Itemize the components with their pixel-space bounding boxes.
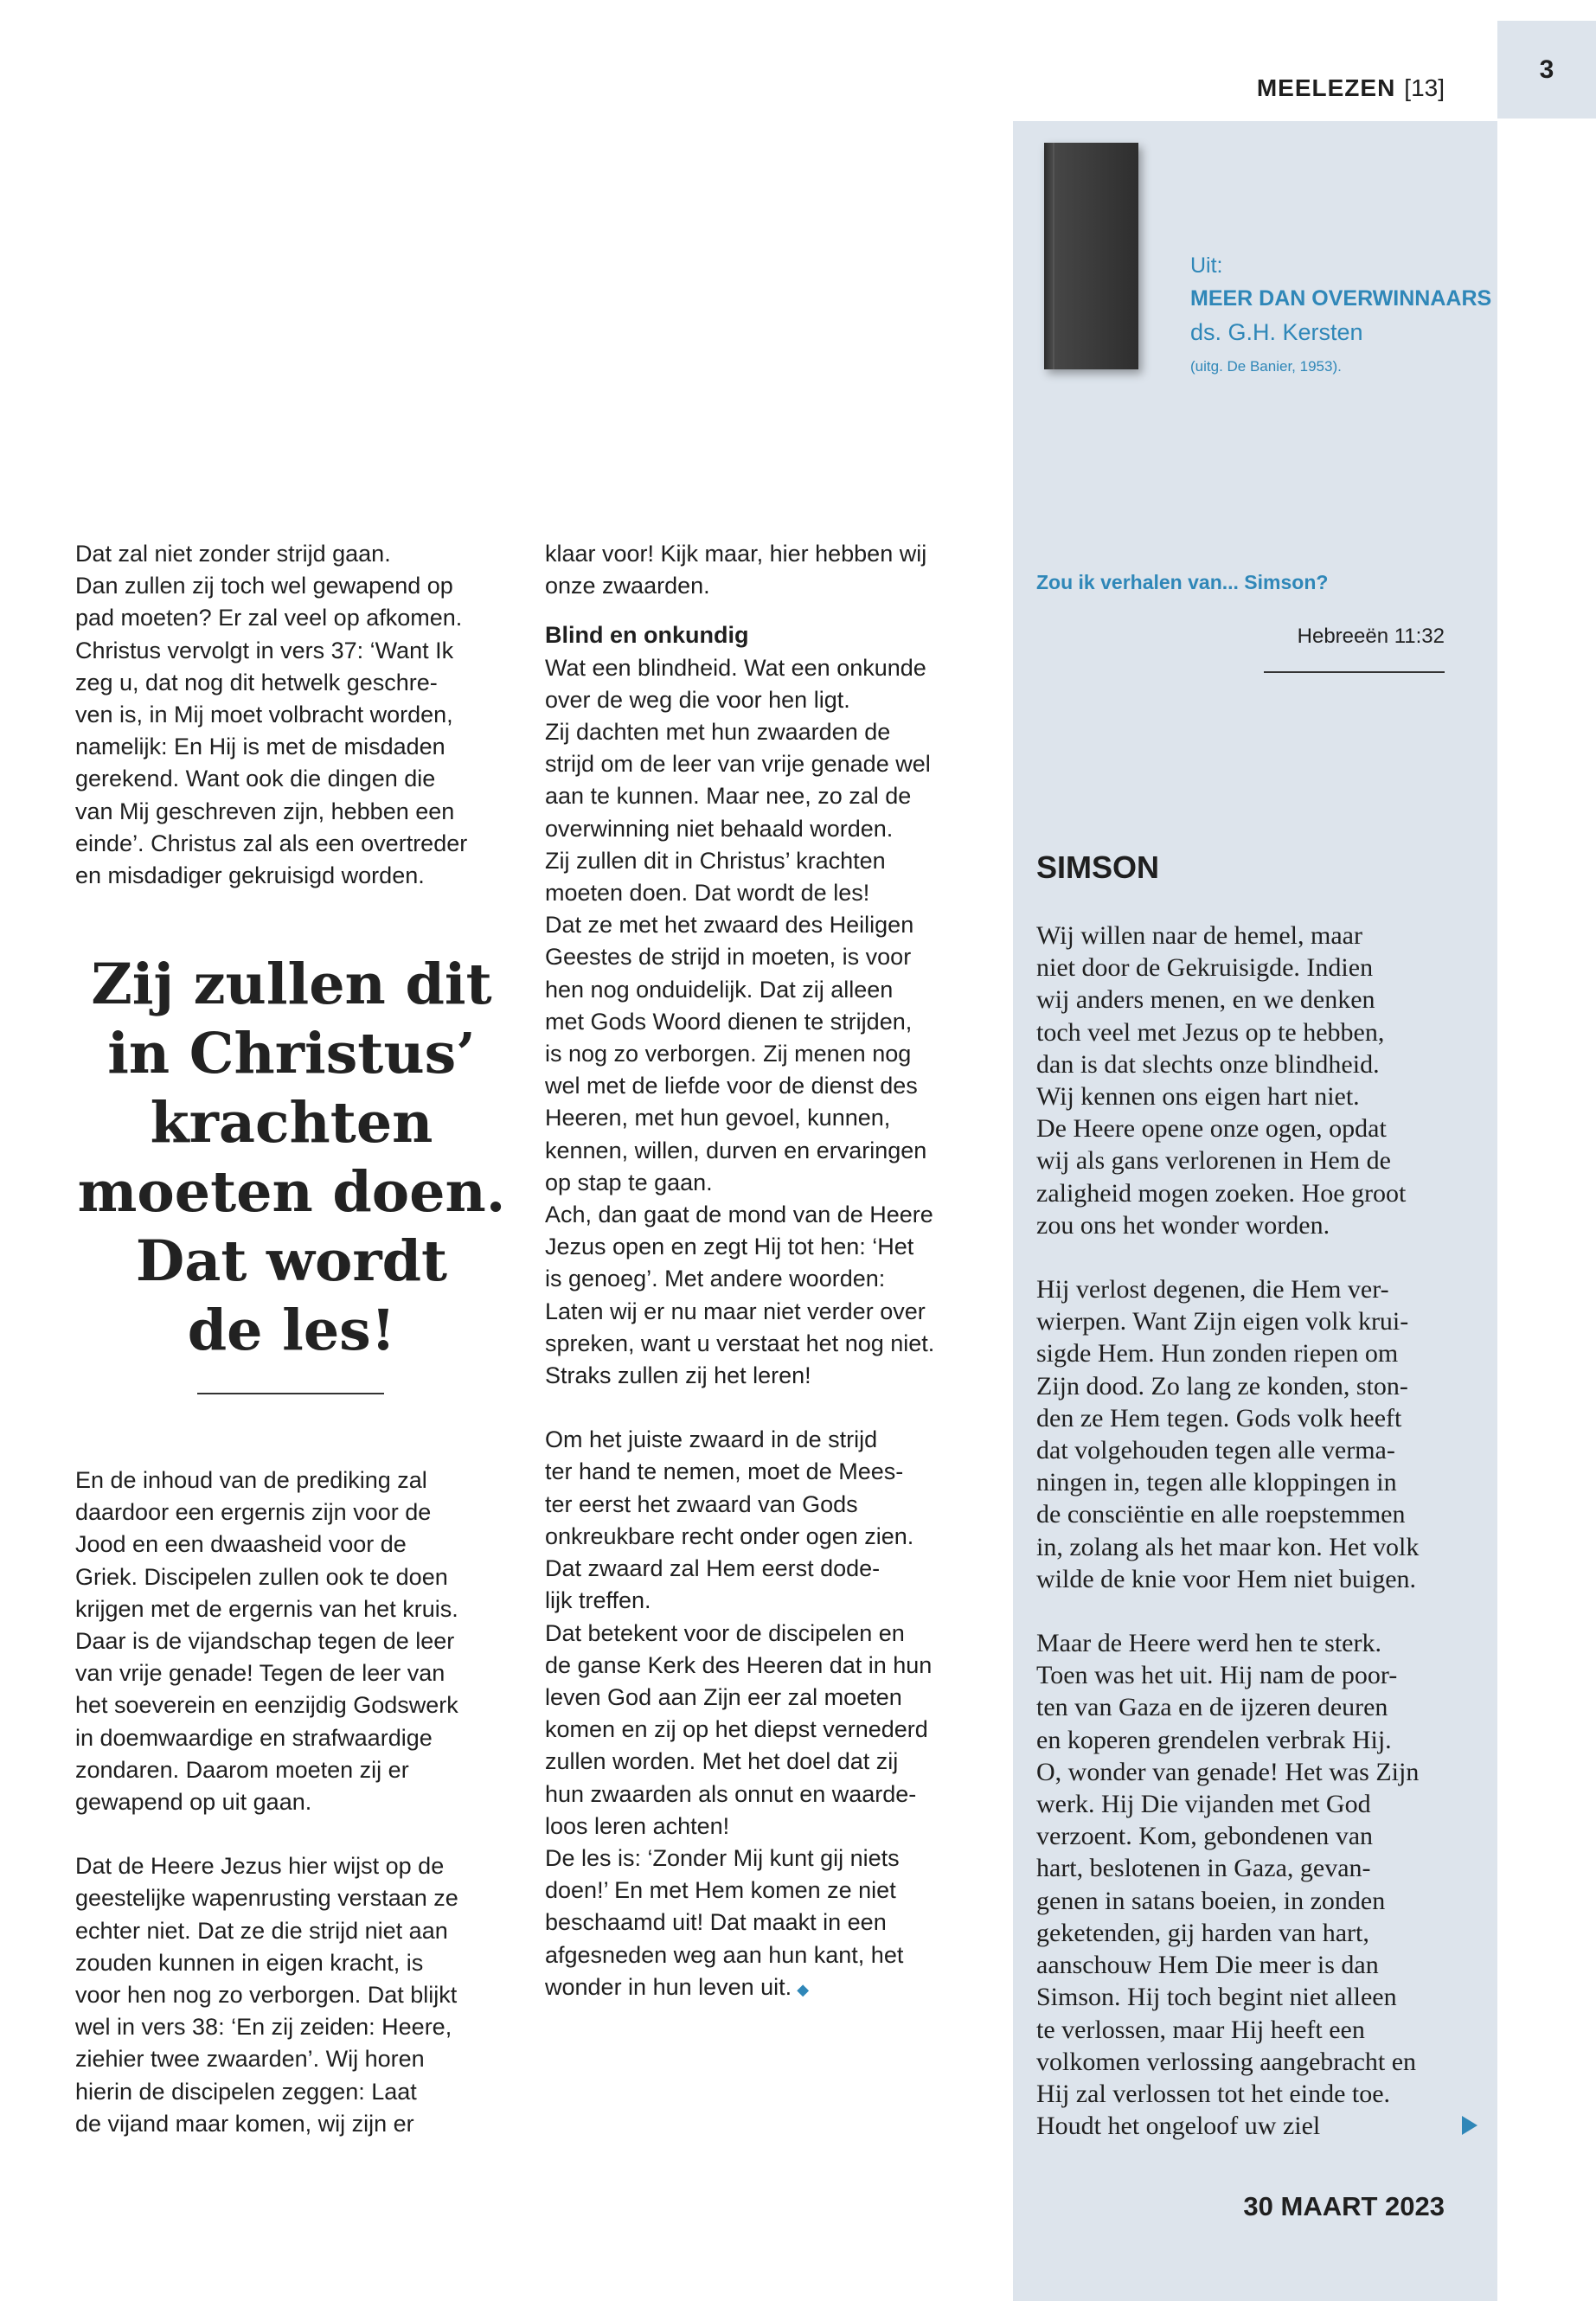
paragraph: Dat zal niet zonder strijd gaan. Dan zullen zij toch wel gewapend op pad moeten? Er zal veel op afkomen. Christus vervolgt in vers 37: ‘Want Ik zeg u, dat nog dit hetwelk geschre- ven is, in Mij moet volbracht worden, namelijk: En Hij is met de misdaden gerekend. Want ook die dingen die van Mij geschreven zijn, hebben een einde’. Christus zal als een overtreder en misdadiger gekruisigd worden. — [75, 541, 468, 889]
issue-date: 30 MAART 2023 — [1243, 2191, 1445, 2221]
pull-quote-rule — [197, 1393, 384, 1394]
article-column-2 — [545, 538, 995, 2006]
source-book-title: MEER DAN OVERWINNAARS — [1190, 286, 1492, 311]
paragraph: En de inhoud van de prediking zal daardoor een ergernis zijn voor de Jood en een dwaasheid voor de Griek. Discipelen zullen ook te doen krijgen met de ergernis van het kruis. Daar is de vijandschap tegen de leer van vrije genade! Tegen de leer van het soeverein en eenzijdig Godswerk in doemwaardige en strafwaardige zondaren. Daarom moeten zij er gewapend op uit gaan. — [75, 1467, 458, 1816]
source-label: Uit: — [1190, 253, 1223, 278]
section-title: MEELEZEN — [1256, 74, 1396, 101]
sidebar-rule — [1264, 671, 1445, 673]
sidebar-reference: Hebreeën 11:32 — [1297, 625, 1445, 648]
paragraph: Maar de Heere werd hen te sterk. Toen was het uit. Hij nam de poor- ten van Gaza en de ijzeren deuren en koperen grendelen verbrak Hij. O, wonder van genade! Het was Zijn werk. Hij Die vijanden met God verzoent. Kom, gebondenen van hart, beslotenen in Gaza, gevan- genen in satans boeien, in zonden geketenden, gij harden van hart, aanschouw Hem Die meer is dan Simson. Hij toch begint niet alleen te verlossen, maar Hij heeft een volkomen verlossing aangebracht en Hij zal verlossen tot het einde toe. Houdt het ongeloof uw ziel — [1036, 1629, 1420, 2141]
page-header — [865, 74, 1445, 102]
source-credit — [1190, 249, 1491, 384]
subheading: Blind en onkundig — [545, 622, 749, 649]
sidebar-heading: SIMSON — [1036, 849, 1160, 885]
page-number: 3 — [1497, 21, 1596, 119]
article-column-1-continued — [75, 1465, 525, 2140]
sidebar-intro: Zou ik verhalen van... Simson? — [1036, 571, 1329, 593]
continue-arrow-icon — [1462, 2116, 1477, 2135]
paragraph: Wij willen naar de hemel, maar niet door de Gekruisigde. Indien wij anders menen, en we denken toch veel met Jezus op te hebben, dan is dat slechts onze blindheid. Wij kennen ons eigen hart niet. De Heere opene onze ogen, opdat wij als gans verlorenen in Hem de zaligheid mogen zoeken. Hoe groot zou ons het wonder worden. — [1036, 921, 1407, 1240]
paragraph: klaar voor! Kijk maar, hier hebben wij onze zwaarden. — [545, 541, 927, 599]
issue-number: [13] — [1404, 74, 1445, 101]
paragraph: Om het juiste zwaard in de strijd ter hand te nemen, moet de Mees- ter eerst het zwaard van Gods onkreukbare recht onder ogen zien. Dat zwaard zal Hem eerst dode- lijk treffen. Dat betekent voor de discipelen en de ganse Kerk des Heeren dat in hun leven God aan Zijn eer zal moeten komen en zij op het diepst vernederd zullen worden. Met het doel dat zij hun zwaarden als onnut en waarde- loos leren achten! De les is: ‘Zonder Mij kunt gij niets doen!’ En met Hem komen ze niet beschaamd uit! Dat maakt in een afgesneden weg aan hun kant, het wonder in hun leven uit. — [545, 1426, 933, 2000]
paragraph: Dat de Heere Jezus hier wijst op de geestelijke wapenrusting verstaan ze echter niet. Dat ze die strijd niet aan zouden kunnen in eigen kracht, is voor hen nog zo verborgen. Dat blijkt wel in vers 38: ‘En zij zeiden: Heere, ziehier twee zwaarden’. Wij horen hierin de discipelen zeggen: Laat de vijand maar komen, wij zijn er — [75, 1853, 458, 2137]
source-author: ds. G.H. Kersten — [1190, 319, 1363, 345]
paragraph: Hij verlost degenen, die Hem ver- wierpen. Want Zijn eigen volk krui- sigde Hem. Hun zonden riepen om Zijn dood. Zo lang ze konden, ston- den ze Hem tegen. Gods volk heeft dat volgehouden tegen alle verma- ningen in, tegen alle kloppingen in de consciëntie en alle roepstemmen in, zolang als het maar kon. Het volk wilde de knie voor Hem niet buigen. — [1036, 1275, 1420, 1593]
pull-quote: Zij zullen dit in Christus’ krachten moeten doen. Dat wordt de les! — [77, 952, 506, 1363]
sidebar-body — [1036, 920, 1469, 2142]
source-publisher: (uitg. De Banier, 1953). — [1190, 358, 1342, 375]
end-mark-icon: ◆ — [797, 1980, 810, 1998]
article-column-1 — [75, 538, 525, 892]
paragraph: Wat een blindheid. Wat een onkunde over de weg die voor hen ligt. Zij dachten met hun zwaarden de strijd om de leer van vrije genade wel aan te kunnen. Maar nee, zo zal de overwinning niet behaald worden. Zij zullen dit in Christus’ krachten moeten doen. Dat wordt de les! Dat ze met het zwaard des Heiligen Geestes de strijd in moeten, is voor hen nog onduidelijk. Dat zij alleen met Gods Woord dienen te strijden, is nog zo verborgen. Zij menen nog wel met de liefde voor de dienst des Heeren, met hun gevoel, kunnen, kennen, willen, durven en ervaringen op stap te gaan. Ach, dan gaat de mond van de Heere Jezus open en zegt Hij tot hen: ‘Het is genoeg’. Met andere woorden: Laten wij er nu maar niet verder over spreken, want u verstaat het nog niet. Straks zullen zij het leren! — [545, 654, 935, 1389]
book-cover-image — [1044, 143, 1138, 369]
book-spine — [1053, 143, 1054, 369]
